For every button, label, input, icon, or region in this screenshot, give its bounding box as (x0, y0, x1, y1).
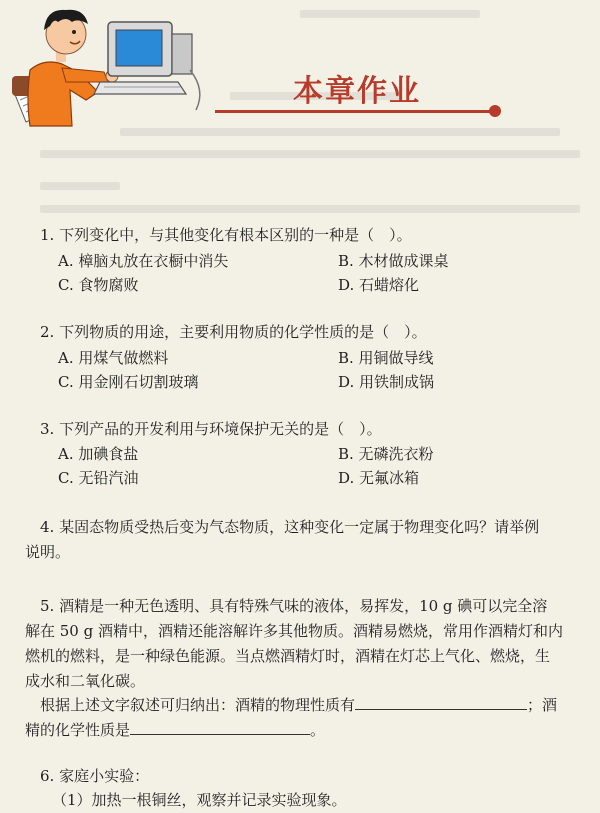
question-2-stem: 2. 下列物质的用途，主要利用物质的化学性质的是（ ）。 (40, 323, 427, 341)
question-5-physical-suffix: ；酒 (527, 696, 558, 714)
physical-property-blank[interactable] (355, 695, 527, 710)
question-5-physical-label: 根据上述文字叙述可归纳出：酒精的物理性质有 (40, 696, 356, 714)
question-1-option-b: B. 木材做成课桌 (338, 252, 449, 270)
boy-at-computer-illustration (0, 0, 220, 128)
title-underline-dot (489, 105, 501, 117)
question-3-option-c: C. 无铅汽油 (58, 469, 139, 487)
question-5-line-2: 解在 50 g 酒精中，酒精还能溶解许多其他物质。酒精易燃烧，常用作酒精灯和内 (25, 622, 563, 640)
question-4-line-2: 说明。 (25, 543, 71, 561)
question-5-physical-prompt (40, 693, 590, 718)
question-5-chemical-label: 精的化学性质是 (25, 721, 131, 739)
question-5-line-4: 成水和二氧化碳。 (25, 672, 146, 690)
question-1-stem: 1. 下列变化中，与其他变化有根本区别的一种是（ ）。 (40, 226, 412, 244)
question-5-chemical-suffix: 。 (310, 721, 326, 739)
title-underline (215, 110, 493, 113)
question-1-option-d: D. 石蜡熔化 (338, 276, 420, 294)
question-3-option-a: A. 加碘食盐 (58, 445, 139, 463)
question-3-stem: 3. 下列产品的开发利用与环境保护无关的是（ ）。 (40, 420, 382, 438)
chapter-homework-title: 本章作业 (293, 74, 421, 109)
question-1-option-a: A. 樟脑丸放在衣橱中消失 (58, 252, 229, 270)
question-2-option-d: D. 用铁制成锅 (338, 373, 435, 391)
question-5-line-1: 5. 酒精是一种无色透明、具有特殊气味的液体，易挥发，10 g 碘可以完全溶 (40, 597, 548, 615)
question-2-option-b: B. 用铜做导线 (338, 349, 434, 367)
question-5-chemical-prompt (25, 718, 585, 743)
question-2-option-c: C. 用金刚石切割玻璃 (58, 373, 199, 391)
question-4-line-1: 4. 某固态物质受热后变为气态物质，这种变化一定属于物理变化吗？请举例 (40, 518, 540, 536)
chemical-property-blank[interactable] (130, 720, 310, 735)
question-3-option-b: B. 无磷洗衣粉 (338, 445, 434, 463)
question-6-title: 6. 家庭小实验： (40, 767, 150, 785)
question-2-option-a: A. 用煤气做燃料 (58, 349, 169, 367)
question-6-item-1: （1）加热一根铜丝，观察并记录实验现象。 (52, 791, 347, 809)
question-5-line-3: 燃机的燃料，是一种绿色能源。当点燃酒精灯时，酒精在灯芯上气化、燃烧，生 (25, 647, 551, 665)
question-3-option-d: D. 无氟冰箱 (338, 469, 420, 487)
question-1-option-c: C. 食物腐败 (58, 276, 139, 294)
